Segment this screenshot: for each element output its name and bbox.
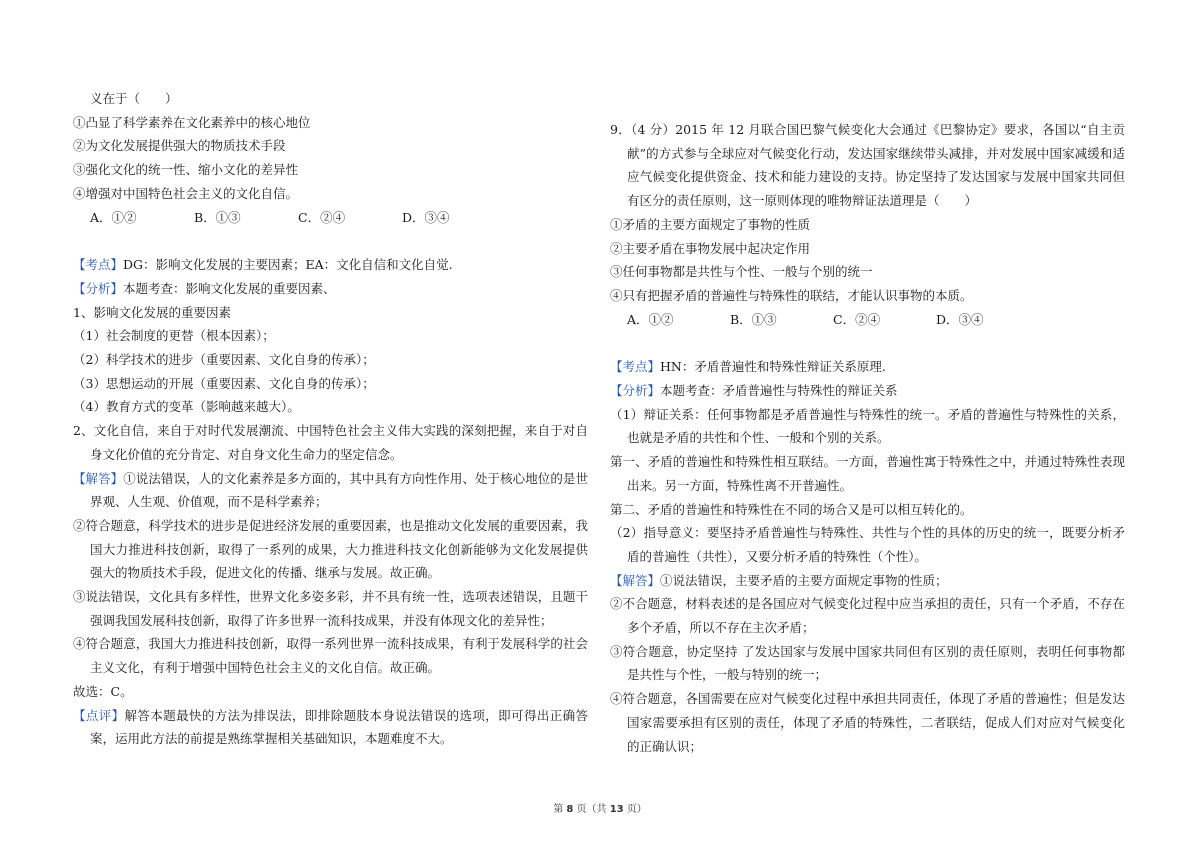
fenxi: 【分析】本题考查：影响文化发展的重要因素、 xyxy=(73,280,336,296)
analysis-relation: （1）辩证关系：任何事物都是矛盾普遍性与特殊性的统一。矛盾的普遍性与特殊性的关系，也就是矛盾的共性和个性、一般和个别的关系。 xyxy=(610,406,1125,446)
fenxi-tag: 【分析】 xyxy=(73,280,124,296)
choice-c: C．②④ xyxy=(298,209,346,225)
choice-b: B．①③ xyxy=(730,311,777,327)
kaodian: 【考点】DG：影响文化发展的主要因素；EA：文化自信和文化自觉. xyxy=(73,257,453,273)
analysis-item: （4）教育方式的变革（影响越来越大）。 xyxy=(73,399,300,415)
statement-2: ②为文化发展提供强大的物质技术手段 xyxy=(73,138,286,154)
dianping: 【点评】解答本题最快的方法为排误法，即排除题肢本身说法错误的选项，即可得出正确答案，运用此方法的前提是熟练掌握相关基础知识，本题难度不大。 xyxy=(73,707,588,747)
choice-d: D．③④ xyxy=(936,311,984,327)
statement-1: ①凸显了科学素养在文化素养中的核心地位 xyxy=(73,114,311,130)
jieda-4: ④符合题意，我国大力推进科技创新，取得一系列世界一流科技成果，有利于发展科学的社会主义文化，有利于增强中国特色社会主义的文化自信。故正确。 xyxy=(73,636,588,676)
choice-d: D．③④ xyxy=(402,209,450,225)
statement-2: ②主要矛盾在事物发展中起决定作用 xyxy=(610,240,811,256)
analysis-item: （3）思想运动的开展（重要因素、文化自身的传承）； xyxy=(73,375,375,391)
right-column xyxy=(610,118,1125,758)
kaodian-tag: 【考点】 xyxy=(610,359,661,375)
jieda-2: ②符合题意，科学技术的进步是促进经济发展的重要因素，也是推动文化发展的重要因素，我国大力推进科技创新，取得了一系列的成果，大力推进科技文化创新能够为文化发展提供强大的物质技术手段，促进文化的传播、继承与发展。故正确。 xyxy=(73,517,588,581)
page-footer: 第 8 页（共 13 页） xyxy=(553,804,647,815)
question-9: 9．（4 分）2015 年 12 月联合国巴黎气候变化大会通过《巴黎协定》要求，各国以“自主贡献”的方式参与全球应对气候变化行动，发达国家继续带头减排，并对发展中国家减缓和适应气候变化提供资金、技术和能力建设的支持。协定坚持了发达国家与发展中国家共同但有区分的责任原则，这一原则体现的唯物辩证法道理是（ ） xyxy=(610,122,1125,209)
analysis-heading-1: 1、影响文化发展的重要因素 xyxy=(73,304,231,320)
jieda-4: ④符合题意，各国需要在应对气候变化过程中承担共同责任，体现了矛盾的普遍性；但是发达国家需要承担有区别的责任，体现了矛盾的特殊性，二者联结，促成人们对应对气候变化的正确认识； xyxy=(610,691,1125,754)
choice-a: A．①② xyxy=(627,311,674,327)
choice-b: B．①③ xyxy=(194,209,241,225)
jieda-2: ②不合题意，材料表述的是各国应对气候变化过程中应当承担的责任，只有一个矛盾，不存在多个矛盾，所以不存在主次矛盾； xyxy=(610,596,1125,636)
jieda-3: ③说法错误，文化具有多样性，世界文化多姿多彩，并不具有统一性，选项表述错误，且题干强调我国发展科技创新，取得了许多世界一流科技成果，并没有体现文化的差异性； xyxy=(73,589,588,628)
analysis-first: 第一、矛盾的普遍性和特殊性相互联结。一方面，普遍性寓于特殊性之中，并通过特殊性表现出来。另一方面，特殊性离不开普遍性。 xyxy=(610,454,1125,493)
total-pages: 13 xyxy=(609,804,624,815)
jieda-3: ③符合题意，协定坚持 了发达国家与发展中国家共同但有区别的责任原则，表明任何事物都是共性与个性，一般与特别的统一； xyxy=(610,643,1125,683)
dianping-tag: 【点评】 xyxy=(73,707,125,723)
kaodian: 【考点】HN：矛盾普遍性和特殊性辩证关系原理. xyxy=(610,359,886,375)
answer-choices xyxy=(73,206,588,230)
analysis-second: 第二、矛盾的普遍性和特殊性在不同的场合又是可以相互转化的。 xyxy=(610,501,973,517)
statement-4: ④增强对中国特色社会主义的文化自信。 xyxy=(73,185,299,201)
question-continuation: 义在于（ ） xyxy=(90,91,178,106)
analysis-item: （2）科学技术的进步（重要因素、文化自身的传承）； xyxy=(73,352,375,368)
answer-choice: 故选：C。 xyxy=(73,683,133,699)
analysis-guidance: （2）指导意义：要坚持矛盾普遍性与特殊性、共性与个性的具体的历史的统一，既要分析矛盾的普遍性（共性），又要分析矛盾的特殊性（个性）。 xyxy=(610,525,1125,564)
left-column xyxy=(73,87,588,751)
jieda-1: 【解答】①说法错误，主要矛盾的主要方面规定事物的性质； xyxy=(610,572,948,588)
statement-4: ④只有把握矛盾的普遍性与特殊性的联结，才能认识事物的本质。 xyxy=(610,287,973,303)
answer-choices xyxy=(610,308,1125,332)
page-number: 8 xyxy=(566,804,574,815)
analysis-item: （1）社会制度的更替（根本因素）； xyxy=(73,328,275,344)
jieda-tag: 【解答】 xyxy=(73,470,124,486)
jieda-1: 【解答】①说法错误，人的文化素养是多方面的，其中具有方向性作用、处于核心地位的是世界观、人生观、价值观，而不是科学素养； xyxy=(73,470,588,510)
statement-3: ③任何事物都是共性与个性、一般与个别的统一 xyxy=(610,264,873,280)
statement-3: ③强化文化的统一性、缩小文化的差异性 xyxy=(73,162,299,178)
fenxi-tag: 【分析】 xyxy=(610,383,661,399)
jieda-tag: 【解答】 xyxy=(610,572,661,588)
fenxi: 【分析】本题考查：矛盾普遍性与特殊性的辩证关系 xyxy=(610,383,898,399)
choice-c: C．②④ xyxy=(833,311,881,327)
analysis-heading-2: 2、文化自信，来自于对时代发展潮流、中国特色社会主义伟大实践的深刻把握，来自于对自身文化价值的充分肯定、对自身文化生命力的坚定信念。 xyxy=(73,423,588,462)
statement-1: ①矛盾的主要方面规定了事物的性质 xyxy=(610,216,811,232)
kaodian-tag: 【考点】 xyxy=(73,257,124,273)
choice-a: A．①② xyxy=(90,209,137,225)
